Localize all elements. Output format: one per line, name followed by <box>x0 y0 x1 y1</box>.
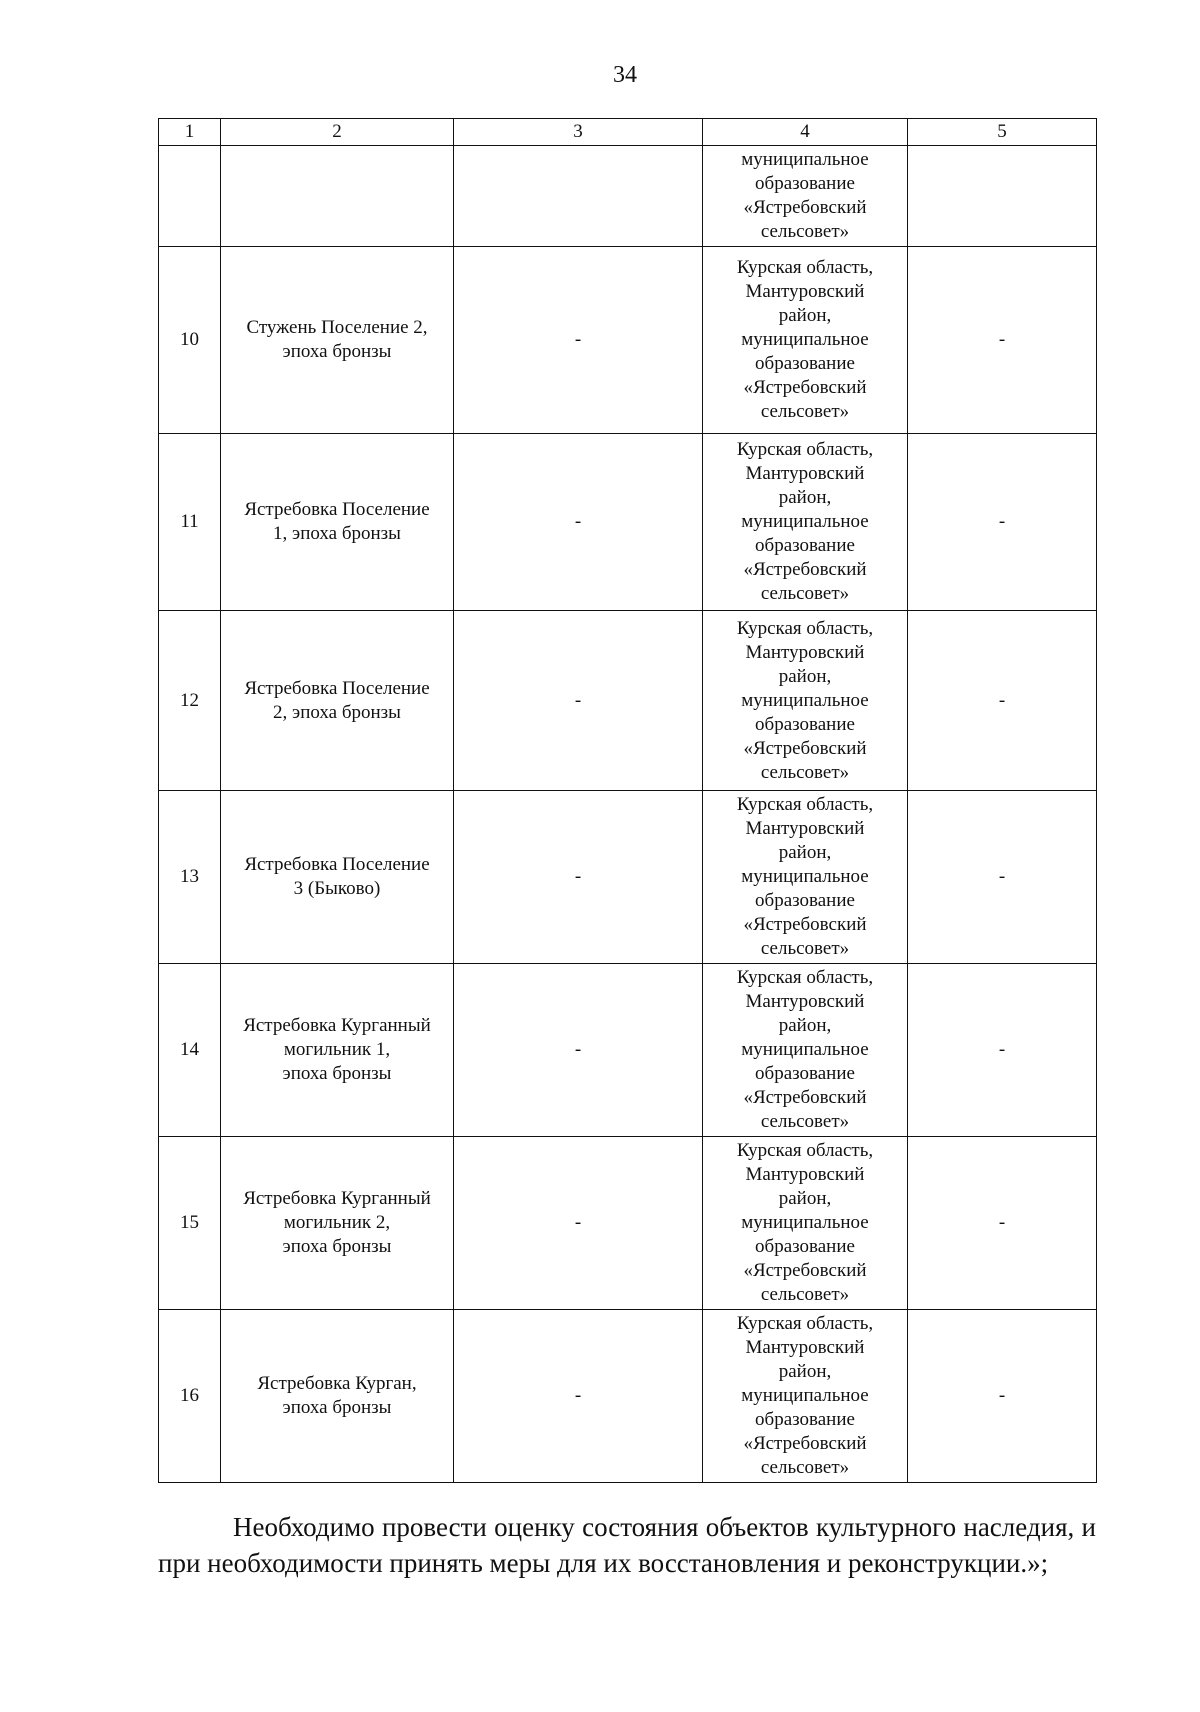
object-name-cell: Ястребовка Поселение 2, эпоха бронзы <box>221 611 454 791</box>
heritage-objects-table <box>158 118 1097 1483</box>
column-5-cell <box>908 146 1097 247</box>
column-3-cell: - <box>454 611 703 791</box>
table-row <box>159 611 1097 791</box>
row-number-cell: 10 <box>159 247 221 434</box>
column-5-cell: - <box>908 1310 1097 1483</box>
table-row <box>159 964 1097 1137</box>
location-cell: Курская область, Мантуровский район, муниципальное образование «Ястребовский сельсовет» <box>703 791 908 964</box>
location-cell: Курская область, Мантуровский район, муниципальное образование «Ястребовский сельсовет» <box>703 1137 908 1310</box>
row-number-cell: 16 <box>159 1310 221 1483</box>
location-cell: Курская область, Мантуровский район, муниципальное образование «Ястребовский сельсовет» <box>703 611 908 791</box>
table-row <box>159 434 1097 611</box>
table-header-row <box>159 119 1097 146</box>
column-header-3: 3 <box>454 119 703 146</box>
object-name-cell: Ястребовка Курганный могильник 2, эпоха бронзы <box>221 1137 454 1310</box>
row-number-cell: 12 <box>159 611 221 791</box>
table-row <box>159 1310 1097 1483</box>
table-row <box>159 247 1097 434</box>
location-cell: Курская область, Мантуровский район, муниципальное образование «Ястребовский сельсовет» <box>703 1310 908 1483</box>
location-cell: Курская область, Мантуровский район, муниципальное образование «Ястребовский сельсовет» <box>703 964 908 1137</box>
column-header-1: 1 <box>159 119 221 146</box>
object-name-cell: Ястребовка Курганный могильник 1, эпоха бронзы <box>221 964 454 1137</box>
location-cell: Курская область, Мантуровский район, муниципальное образование «Ястребовский сельсовет» <box>703 247 908 434</box>
row-number-cell: 11 <box>159 434 221 611</box>
column-5-cell: - <box>908 434 1097 611</box>
column-header-2: 2 <box>221 119 454 146</box>
table-row <box>159 1137 1097 1310</box>
row-number-cell <box>159 146 221 247</box>
column-3-cell: - <box>454 247 703 434</box>
page-number: 34 <box>613 62 637 88</box>
table-row <box>159 791 1097 964</box>
column-3-cell: - <box>454 964 703 1137</box>
column-header-5: 5 <box>908 119 1097 146</box>
column-3-cell: - <box>454 434 703 611</box>
table-row-continued <box>159 146 1097 247</box>
location-cell: муниципальное образование «Ястребовский сельсовет» <box>703 146 908 247</box>
object-name-cell: Ястребовка Поселение 3 (Быково) <box>221 791 454 964</box>
object-name-cell: Стужень Поселение 2, эпоха бронзы <box>221 247 454 434</box>
column-header-4: 4 <box>703 119 908 146</box>
object-name-cell: Ястребовка Курган, эпоха бронзы <box>221 1310 454 1483</box>
column-3-cell: - <box>454 1137 703 1310</box>
row-number-cell: 15 <box>159 1137 221 1310</box>
column-3-cell: - <box>454 1310 703 1483</box>
column-3-cell: - <box>454 791 703 964</box>
row-number-cell: 13 <box>159 791 221 964</box>
column-5-cell: - <box>908 791 1097 964</box>
column-5-cell: - <box>908 964 1097 1137</box>
column-5-cell: - <box>908 247 1097 434</box>
location-cell: Курская область, Мантуровский район, муниципальное образование «Ястребовский сельсовет» <box>703 434 908 611</box>
column-5-cell: - <box>908 1137 1097 1310</box>
closing-paragraph: Необходимо провести оценку состояния объектов культурного наследия, и при необходимости принять меры для их восстановления и реконструкции.»; <box>158 1512 1096 1578</box>
object-name-cell: Ястребовка Поселение 1, эпоха бронзы <box>221 434 454 611</box>
row-number-cell: 14 <box>159 964 221 1137</box>
column-5-cell: - <box>908 611 1097 791</box>
object-name-cell <box>221 146 454 247</box>
column-3-cell <box>454 146 703 247</box>
